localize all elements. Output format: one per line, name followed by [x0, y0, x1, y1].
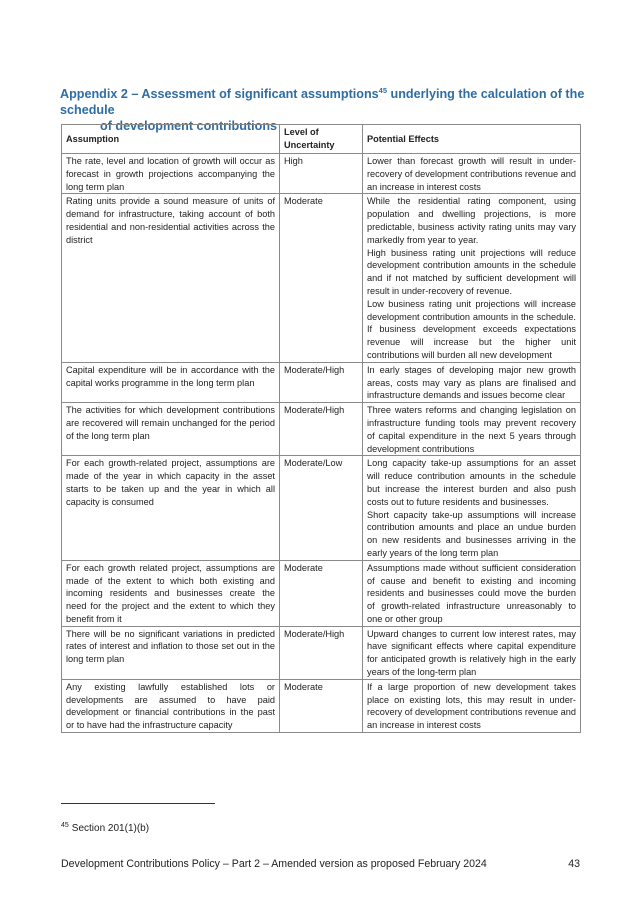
- table-body: [62, 154, 581, 733]
- uncertainty-cell: Moderate: [280, 194, 363, 362]
- table-row: [62, 456, 581, 560]
- effect-paragraph: Assumptions made without sufficient consideration of cause and benefit to existing and incoming residents and businesses could move the burden of growth-related infrastructure unreasonably to one or other group: [367, 562, 576, 624]
- uncertainty-cell: Moderate/High: [280, 626, 363, 679]
- effect-paragraph: Lower than forecast growth will result in under-recovery of development contributions revenue and an increase in interest costs: [367, 156, 576, 192]
- uncertainty-cell: Moderate/High: [280, 362, 363, 402]
- footnote-number: 45: [61, 822, 69, 829]
- uncertainty-cell: Moderate: [280, 679, 363, 732]
- page-number: 43: [568, 858, 580, 870]
- footnote: [61, 823, 149, 834]
- heading-footnote-ref[interactable]: 45: [378, 86, 387, 95]
- uncertainty-cell: High: [280, 154, 363, 194]
- table-row: [62, 194, 581, 362]
- table-row: [62, 679, 581, 732]
- uncertainty-cell: Moderate: [280, 560, 363, 626]
- effects-cell: [363, 154, 581, 194]
- assumption-cell: Capital expenditure will be in accordance with the capital works programme in the long term plan: [62, 362, 280, 402]
- uncertainty-cell: Moderate/Low: [280, 456, 363, 560]
- table-row: [62, 362, 581, 402]
- footnote-text: Section 201(1)(b): [71, 823, 150, 834]
- effects-cell: [363, 456, 581, 560]
- header-assumption: Assumption: [62, 125, 280, 154]
- effect-paragraph: Short capacity take-up assumptions will increase contribution amounts and place an undue burden on new residents and businesses arriving in the early years of the long term plan: [367, 509, 576, 558]
- assumption-cell: The rate, level and location of growth will occur as forecast in growth projections accompanying the long term plan: [62, 154, 280, 194]
- effect-paragraph: Long capacity take-up assumptions for an asset will reduce contribution amounts in the schedule but increase the interest burden and also push costs out to future residents and businesses.: [367, 458, 576, 507]
- header-effects: Potential Effects: [363, 125, 581, 154]
- table-row: [62, 154, 581, 194]
- table-row: [62, 626, 581, 679]
- heading-text-end: underlying the calculation of the schedule: [60, 87, 585, 117]
- effect-paragraph: Three waters reforms and changing legislation on infrastructure funding tools may prevent recovery of capital expenditure in the next 5 years through development contributions: [367, 405, 576, 454]
- effect-paragraph: While the residential rating component, using population and dwelling projections, is more predictable, business activity rating units may vary markedly from year to year.: [367, 196, 576, 245]
- heading-text-line2: of development contributions: [100, 119, 278, 133]
- table-row: [62, 403, 581, 456]
- effects-cell: [363, 679, 581, 732]
- effects-cell: [363, 626, 581, 679]
- assumption-cell: Any existing lawfully established lots or developments are assumed to have paid development or financial contributions in the past or to have had the infrastructure capacity: [62, 679, 280, 732]
- effect-paragraph: Upward changes to current low interest rates, may have significant effects where capital expenditure for anticipated growth is relatively high in the early years of the long-term plan: [367, 628, 576, 678]
- footnote-separator: [61, 803, 215, 804]
- effects-cell: [363, 403, 581, 456]
- effect-paragraph: High business rating unit projections will reduce development contribution amounts in the schedule and if not matched by sufficient development will result in under-recovery of revenue.: [367, 247, 576, 296]
- effect-paragraph: If a large proportion of new development takes place on existing lots, this may result in under-recovery of development contributions revenue and an increase in interest costs: [367, 681, 576, 731]
- page-footer: [61, 858, 580, 870]
- table-row: [62, 560, 581, 626]
- effect-paragraph: Low business rating unit projections will increase development contribution amounts in the schedule. If business development exceeds expectations revenue will increase but the higher unit contributions will burden all new development: [367, 298, 576, 360]
- uncertainty-cell: Moderate/High: [280, 403, 363, 456]
- assumption-cell: For each growth-related project, assumptions are made of the year in which capacity in the asset starts to be taken up and the year in which all capacity is consumed: [62, 456, 280, 560]
- assumption-cell: There will be no significant variations in predicted rates of interest and inflation to those set out in the long term plan: [62, 626, 280, 679]
- header-uncertainty: Level of Uncertainty: [280, 125, 363, 154]
- effects-cell: [363, 362, 581, 402]
- assumption-cell: For each growth related project, assumptions are made of the extent to which both existing and incoming residents and businesses create the need for the project and the extent to which they benefit from it: [62, 560, 280, 626]
- assumption-cell: Rating units provide a sound measure of units of demand for infrastructure, taking account of both residential and non-residential activities across the district: [62, 194, 280, 362]
- heading-text-start: Appendix 2 – Assessment of significant assumptions: [60, 87, 379, 101]
- effects-cell: [363, 560, 581, 626]
- assumption-cell: The activities for which development contributions are recovered will remain unchanged for the period of the long term plan: [62, 403, 280, 456]
- effects-cell: [363, 194, 581, 362]
- effect-paragraph: In early stages of developing major new growth areas, costs may vary as plans are finalised and infrastructure demands and issues become clear: [367, 364, 576, 401]
- assumptions-table: [61, 124, 581, 733]
- footer-title: Development Contributions Policy – Part 2 – Amended version as proposed February 2024: [61, 858, 487, 870]
- table-header-row: [62, 125, 581, 154]
